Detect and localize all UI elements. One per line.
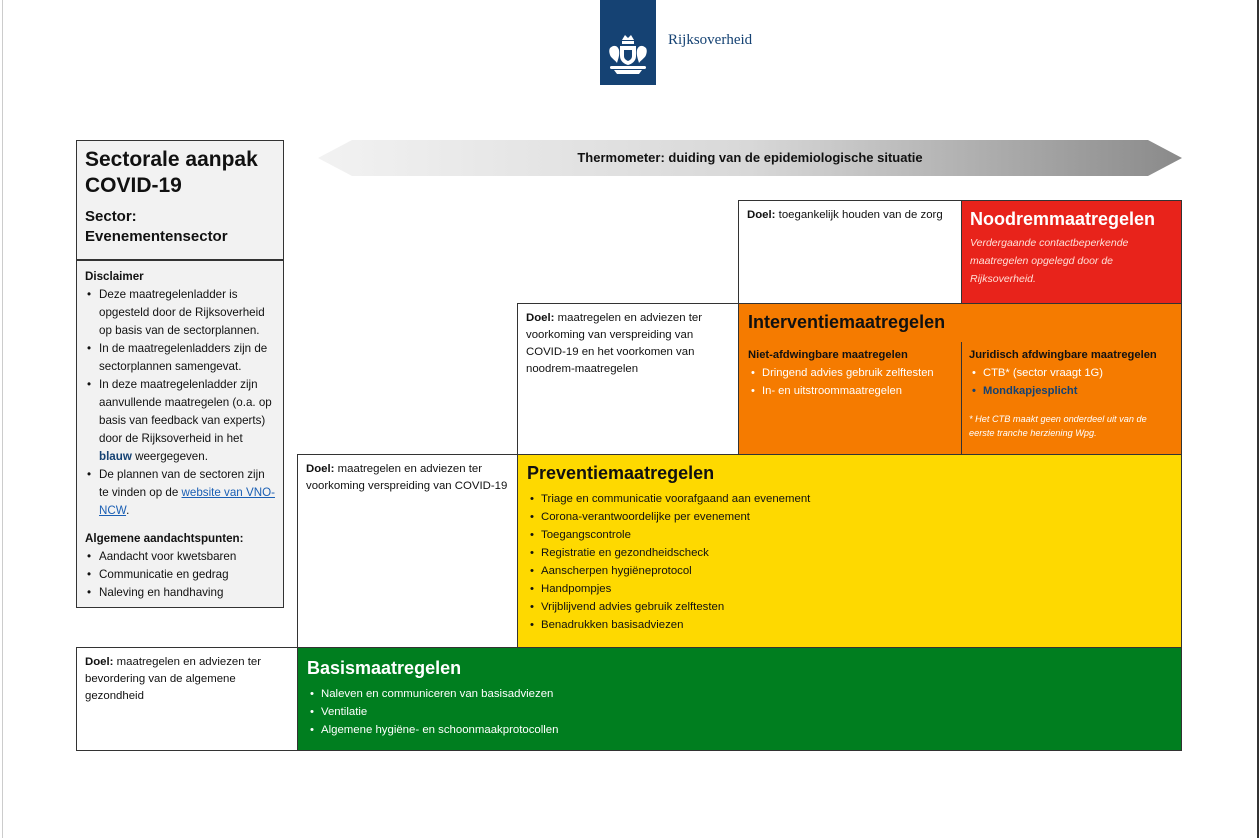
rijksoverheid-logo bbox=[600, 0, 656, 85]
thermometer-arrow bbox=[318, 140, 1182, 176]
sector-value: Evenementensector bbox=[85, 228, 228, 245]
page-title: Sectorale aanpak COVID-19 bbox=[85, 148, 258, 197]
general-point-item: • Aandacht voor kwetsbaren bbox=[99, 548, 275, 566]
goal-basis bbox=[76, 647, 298, 751]
disclaimer-item-text: De plannen van de sectoren zijn te vinden op de bbox=[99, 468, 265, 499]
goal-prefix: Doel: bbox=[85, 656, 114, 668]
list-item: • Dringend advies gebruik zelftesten bbox=[762, 364, 958, 382]
thermometer-label: Thermometer: duiding van de epidemiologische situatie bbox=[577, 150, 923, 165]
interventie-col-juridisch bbox=[969, 346, 1179, 400]
disclaimer-item bbox=[99, 376, 275, 466]
preventie-list bbox=[527, 490, 1172, 634]
org-name: Rijksoverheid bbox=[668, 32, 753, 48]
noodrem-description: Verdergaande contactbeperkende maatregelen opgelegd door de Rijksoverheid. bbox=[970, 237, 1129, 285]
disclaimer-item: • In de maatregelenladders zijn de sectorplannen samengevat. bbox=[99, 340, 275, 376]
disclaimer-list bbox=[85, 286, 275, 520]
list-item: • Naleven en communiceren van basisadviezen bbox=[321, 685, 1172, 703]
goal-prefix: Doel: bbox=[526, 312, 555, 324]
goal-text: toegankelijk houden van de zorg bbox=[778, 209, 943, 221]
interventie-title: Interventiemaatregelen bbox=[748, 312, 946, 332]
goal-text: maatregelen en adviezen ter bevordering van de algemene gezondheid bbox=[85, 656, 262, 702]
disclaimer-item bbox=[99, 466, 275, 520]
list-item: • Toegangscontrole bbox=[541, 526, 1172, 544]
goal-prefix: Doel: bbox=[306, 463, 335, 475]
column-divider bbox=[961, 342, 962, 454]
disclaimer-item: • Deze maatregelenladder is opgesteld door de Rijksoverheid op basis van de sectorplannen. bbox=[99, 286, 275, 340]
list-item: • Corona-verantwoordelijke per evenement bbox=[541, 508, 1172, 526]
list-item: • Ventilatie bbox=[321, 703, 1172, 721]
title-box bbox=[76, 140, 284, 260]
coat-of-arms-icon bbox=[600, 0, 656, 85]
vno-ncw-link[interactable]: website van VNO-NCW bbox=[99, 486, 275, 517]
highlight-blue-word: blauw bbox=[99, 450, 132, 463]
goal-noodrem bbox=[738, 200, 962, 304]
goal-interventie bbox=[517, 303, 739, 455]
basis-title: Basismaatregelen bbox=[307, 658, 462, 678]
list-item: • Handpompjes bbox=[541, 580, 1172, 598]
interventie-block bbox=[738, 303, 1182, 455]
noodrem-block bbox=[961, 200, 1182, 304]
sector-label: Sector: bbox=[85, 208, 137, 225]
goal-prefix: Doel: bbox=[747, 209, 776, 221]
list-item: • Algemene hygiëne- en schoonmaakprotocollen bbox=[321, 721, 1172, 739]
list-item: • Mondkapjesplicht bbox=[983, 382, 1179, 400]
col-heading: Juridisch afdwingbare maatregelen bbox=[969, 349, 1157, 361]
goal-preventie bbox=[297, 454, 518, 648]
disclaimer-item-text: . bbox=[126, 504, 130, 517]
preventie-block bbox=[517, 454, 1182, 648]
list-item: • Triage en communicatie voorafgaand aan evenement bbox=[541, 490, 1172, 508]
general-points-heading: Algemene aandachtspunten: bbox=[85, 532, 244, 545]
noodrem-title: Noodremmaatregelen bbox=[970, 209, 1156, 229]
basis-list bbox=[307, 685, 1172, 739]
list-item: • Benadrukken basisadviezen bbox=[541, 616, 1172, 634]
disclaimer-heading: Disclaimer bbox=[85, 270, 144, 283]
basis-block bbox=[297, 647, 1182, 751]
disclaimer-item-text: weergegeven. bbox=[135, 450, 208, 463]
col-list bbox=[748, 364, 958, 400]
col-list bbox=[969, 364, 1179, 400]
list-item: • Aanscherpen hygiëneprotocol bbox=[541, 562, 1172, 580]
preventie-title: Preventiemaatregelen bbox=[527, 463, 715, 483]
goal-text: maatregelen en adviezen ter voorkoming verspreiding van COVID-19 bbox=[306, 463, 508, 492]
list-item: • Vrijblijvend advies gebruik zelftesten bbox=[541, 598, 1172, 616]
list-item: • Registratie en gezondheidscheck bbox=[541, 544, 1172, 562]
disclaimer-item-text: In deze maatregelenladder zijn aanvullende maatregelen (o.a. op basis van feedback van experts) door de Rijksoverheid in het bbox=[99, 378, 272, 445]
goal-text: maatregelen en adviezen ter voorkoming van verspreiding van COVID-19 en het voorkomen van noodrem-maatregelen bbox=[526, 312, 703, 375]
col-heading: Niet-afdwingbare maatregelen bbox=[748, 349, 908, 361]
interventie-col-niet-afdwingbaar bbox=[748, 346, 958, 400]
list-item: • In- en uitstroommaatregelen bbox=[762, 382, 958, 400]
general-point-item: • Communicatie en gedrag bbox=[99, 566, 275, 584]
disclaimer-panel bbox=[76, 260, 284, 608]
general-point-item: • Naleving en handhaving bbox=[99, 584, 275, 602]
general-points-list bbox=[85, 548, 275, 602]
list-item: • CTB* (sector vraagt 1G) bbox=[983, 364, 1179, 382]
ctb-footnote: * Het CTB maakt geen onderdeel uit van de eerste tranche herziening Wpg. bbox=[969, 414, 1147, 438]
